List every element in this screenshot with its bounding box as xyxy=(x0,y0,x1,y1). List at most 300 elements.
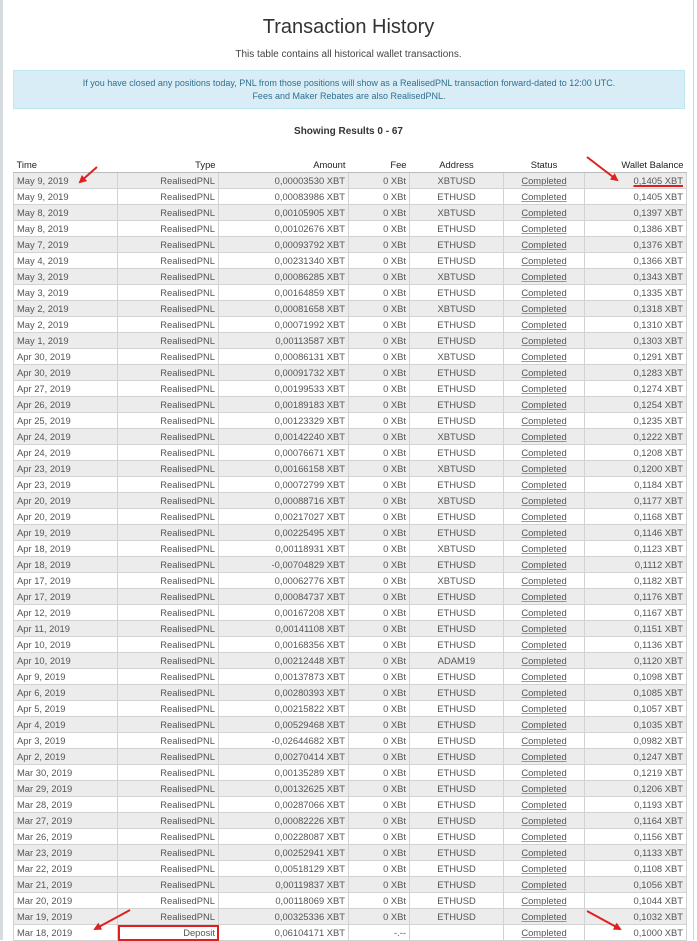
table-row[interactable] xyxy=(14,509,687,525)
table-row[interactable] xyxy=(14,573,687,589)
status-text: Completed xyxy=(521,319,567,330)
highlighted-balance: 0,1405 XBT xyxy=(633,175,683,186)
header-address[interactable]: Address xyxy=(410,157,504,173)
cell-address: ETHUSD xyxy=(410,477,504,493)
cell-fee: 0 XBt xyxy=(349,493,410,509)
table-row[interactable] xyxy=(14,589,687,605)
status-text: Completed xyxy=(521,511,567,522)
table-row[interactable] xyxy=(14,829,687,845)
cell-amount: -0,02644682 XBT xyxy=(219,733,349,749)
table-row[interactable] xyxy=(14,429,687,445)
cell-wallet-balance: 0,1156 XBT xyxy=(585,829,687,845)
cell-time: Apr 18, 2019 xyxy=(14,541,118,557)
table-row[interactable] xyxy=(14,285,687,301)
cell-time: Apr 23, 2019 xyxy=(14,477,118,493)
cell-amount: 0,00137873 XBT xyxy=(219,669,349,685)
cell-fee: 0 XBt xyxy=(349,685,410,701)
cell-address: ETHUSD xyxy=(410,813,504,829)
cell-amount: 0,00287066 XBT xyxy=(219,797,349,813)
cell-status xyxy=(504,781,585,797)
cell-time: May 2, 2019 xyxy=(14,301,118,317)
cell-amount: 0,00225495 XBT xyxy=(219,525,349,541)
status-text: Completed xyxy=(521,479,567,490)
cell-fee: 0 XBt xyxy=(349,173,410,189)
cell-address: XBTUSD xyxy=(410,429,504,445)
cell-fee: 0 XBt xyxy=(349,877,410,893)
cell-status xyxy=(504,189,585,205)
cell-amount: 0,00529468 XBT xyxy=(219,717,349,733)
cell-fee: 0 XBt xyxy=(349,589,410,605)
cell-amount: 0,00212448 XBT xyxy=(219,653,349,669)
cell-address: XBTUSD xyxy=(410,461,504,477)
table-row[interactable] xyxy=(14,253,687,269)
cell-amount: 0,00003530 XBT xyxy=(219,173,349,189)
cell-status xyxy=(504,173,585,189)
cell-status xyxy=(504,637,585,653)
cell-time: Apr 30, 2019 xyxy=(14,365,118,381)
cell-type: RealisedPNL xyxy=(118,317,219,333)
table-row[interactable] xyxy=(14,301,687,317)
status-text: Completed xyxy=(521,895,567,906)
table-row[interactable] xyxy=(14,781,687,797)
cell-time: Apr 17, 2019 xyxy=(14,573,118,589)
table-row[interactable] xyxy=(14,877,687,893)
cell-address: ETHUSD xyxy=(410,685,504,701)
cell-wallet-balance: 0,1310 XBT xyxy=(585,317,687,333)
table-row[interactable] xyxy=(14,893,687,909)
cell-type: RealisedPNL xyxy=(118,685,219,701)
cell-wallet-balance: 0,1112 XBT xyxy=(585,557,687,573)
cell-address: XBTUSD xyxy=(410,269,504,285)
status-text: Completed xyxy=(521,383,567,394)
cell-address: ETHUSD xyxy=(410,861,504,877)
cell-address: ETHUSD xyxy=(410,413,504,429)
cell-time: Mar 26, 2019 xyxy=(14,829,118,845)
cell-type: RealisedPNL xyxy=(118,733,219,749)
cell-time: Apr 5, 2019 xyxy=(14,701,118,717)
status-text: Completed xyxy=(521,271,567,282)
cell-address: ETHUSD xyxy=(410,637,504,653)
cell-fee: 0 XBt xyxy=(349,461,410,477)
cell-fee: 0 XBt xyxy=(349,765,410,781)
table-row[interactable] xyxy=(14,333,687,349)
status-text: Completed xyxy=(521,623,567,634)
table-row[interactable] xyxy=(14,605,687,621)
cell-status xyxy=(504,493,585,509)
cell-status xyxy=(504,717,585,733)
cell-amount: 0,00164859 XBT xyxy=(219,285,349,301)
cell-amount: 0,00102676 XBT xyxy=(219,221,349,237)
cell-time: Apr 4, 2019 xyxy=(14,717,118,733)
table-row[interactable] xyxy=(14,381,687,397)
cell-wallet-balance: 0,1318 XBT xyxy=(585,301,687,317)
cell-wallet-balance: 0,1335 XBT xyxy=(585,285,687,301)
cell-wallet-balance: 0,1044 XBT xyxy=(585,893,687,909)
cell-amount: 0,00093792 XBT xyxy=(219,237,349,253)
cell-fee: 0 XBt xyxy=(349,221,410,237)
cell-wallet-balance: 0,1057 XBT xyxy=(585,701,687,717)
cell-status xyxy=(504,301,585,317)
header-fee[interactable]: Fee xyxy=(349,157,410,173)
cell-address: ETHUSD xyxy=(410,717,504,733)
cell-address: ETHUSD xyxy=(410,877,504,893)
cell-type: RealisedPNL xyxy=(118,493,219,509)
cell-address: ETHUSD xyxy=(410,557,504,573)
cell-amount: 0,00123329 XBT xyxy=(219,413,349,429)
cell-time: Apr 30, 2019 xyxy=(14,349,118,365)
status-text: Completed xyxy=(521,287,567,298)
cell-address: ETHUSD xyxy=(410,525,504,541)
table-row[interactable] xyxy=(14,717,687,733)
cell-status xyxy=(504,333,585,349)
cell-amount: 0,00252941 XBT xyxy=(219,845,349,861)
table-row[interactable] xyxy=(14,461,687,477)
cell-status xyxy=(504,317,585,333)
cell-wallet-balance: 0,1098 XBT xyxy=(585,669,687,685)
cell-type: RealisedPNL xyxy=(118,573,219,589)
status-text: Completed xyxy=(521,303,567,314)
cell-time: May 9, 2019 xyxy=(14,173,118,189)
cell-status xyxy=(504,845,585,861)
status-text: Completed xyxy=(521,927,567,938)
cell-type: RealisedPNL xyxy=(118,221,219,237)
cell-type: RealisedPNL xyxy=(118,461,219,477)
cell-type: RealisedPNL xyxy=(118,813,219,829)
cell-amount: 0,00084737 XBT xyxy=(219,589,349,605)
cell-status xyxy=(504,749,585,765)
cell-amount: 0,00135289 XBT xyxy=(219,765,349,781)
table-row[interactable] xyxy=(14,685,687,701)
cell-status xyxy=(504,797,585,813)
cell-address: ETHUSD xyxy=(410,397,504,413)
cell-type: RealisedPNL xyxy=(118,253,219,269)
status-text: Completed xyxy=(521,639,567,650)
cell-fee: 0 XBt xyxy=(349,573,410,589)
cell-amount: 0,00082226 XBT xyxy=(219,813,349,829)
cell-status xyxy=(504,221,585,237)
cell-type: Deposit xyxy=(118,925,219,941)
cell-time: Apr 6, 2019 xyxy=(14,685,118,701)
cell-wallet-balance: 0,1120 XBT xyxy=(585,653,687,669)
table-row[interactable] xyxy=(14,525,687,541)
status-text: Completed xyxy=(521,703,567,714)
status-text: Completed xyxy=(521,911,567,922)
cell-status xyxy=(504,349,585,365)
cell-time: May 1, 2019 xyxy=(14,333,118,349)
table-row[interactable] xyxy=(14,797,687,813)
cell-status xyxy=(504,429,585,445)
cell-wallet-balance: 0,1343 XBT xyxy=(585,269,687,285)
cell-status xyxy=(504,653,585,669)
cell-type: RealisedPNL xyxy=(118,173,219,189)
cell-amount: 0,00142240 XBT xyxy=(219,429,349,445)
cell-time: Apr 20, 2019 xyxy=(14,509,118,525)
cell-wallet-balance: 0,1035 XBT xyxy=(585,717,687,733)
cell-address: ETHUSD xyxy=(410,733,504,749)
table-row[interactable] xyxy=(14,349,687,365)
cell-type: RealisedPNL xyxy=(118,477,219,493)
cell-type: RealisedPNL xyxy=(118,749,219,765)
cell-wallet-balance: 0,1146 XBT xyxy=(585,525,687,541)
cell-time: Mar 22, 2019 xyxy=(14,861,118,877)
table-row[interactable] xyxy=(14,621,687,637)
notice-line-2: Fees and Maker Rebates are also RealisedPNL. xyxy=(252,91,446,101)
cell-address: ETHUSD xyxy=(410,797,504,813)
cell-time: Apr 26, 2019 xyxy=(14,397,118,413)
cell-wallet-balance: 0,1376 XBT xyxy=(585,237,687,253)
cell-time: Apr 10, 2019 xyxy=(14,653,118,669)
cell-fee: 0 XBt xyxy=(349,557,410,573)
cell-fee: 0 XBt xyxy=(349,797,410,813)
cell-address: ETHUSD xyxy=(410,829,504,845)
header-time[interactable]: Time xyxy=(14,157,118,173)
cell-status xyxy=(504,365,585,381)
cell-type: RealisedPNL xyxy=(118,413,219,429)
cell-address: XBTUSD xyxy=(410,205,504,221)
header-amount[interactable]: Amount xyxy=(219,157,349,173)
table-row[interactable] xyxy=(14,493,687,509)
cell-amount: 0,00325336 XBT xyxy=(219,909,349,925)
table-row[interactable] xyxy=(14,909,687,925)
table-row[interactable] xyxy=(14,397,687,413)
notice-line-1: If you have closed any positions today, PNL from those positions will show as a RealisedPNL transaction forward-dated to 12:00 UTC. xyxy=(82,78,616,88)
cell-address: ETHUSD xyxy=(410,909,504,925)
status-text: Completed xyxy=(521,863,567,874)
status-text: Completed xyxy=(521,495,567,506)
cell-address: ETHUSD xyxy=(410,781,504,797)
cell-time: Apr 3, 2019 xyxy=(14,733,118,749)
cell-type: RealisedPNL xyxy=(118,189,219,205)
cell-type: RealisedPNL xyxy=(118,621,219,637)
cell-fee: 0 XBt xyxy=(349,701,410,717)
cell-fee: 0 XBt xyxy=(349,301,410,317)
cell-fee: 0 XBt xyxy=(349,541,410,557)
cell-wallet-balance: 0,1366 XBT xyxy=(585,253,687,269)
status-text: Completed xyxy=(521,591,567,602)
cell-amount: 0,00072799 XBT xyxy=(219,477,349,493)
cell-wallet-balance: 0,1405 XBT xyxy=(585,189,687,205)
cell-amount: 0,00132625 XBT xyxy=(219,781,349,797)
cell-amount: 0,00215822 XBT xyxy=(219,701,349,717)
table-row[interactable] xyxy=(14,365,687,381)
cell-fee: 0 XBt xyxy=(349,317,410,333)
cell-status xyxy=(504,765,585,781)
cell-address: ETHUSD xyxy=(410,189,504,205)
cell-amount: 0,00231340 XBT xyxy=(219,253,349,269)
cell-wallet-balance: 0,1167 XBT xyxy=(585,605,687,621)
cell-fee: 0 XBt xyxy=(349,749,410,765)
cell-type: RealisedPNL xyxy=(118,509,219,525)
cell-address: XBTUSD xyxy=(410,173,504,189)
cell-amount: 0,00076671 XBT xyxy=(219,445,349,461)
cell-amount: 0,00091732 XBT xyxy=(219,365,349,381)
header-wallet-balance[interactable]: Wallet Balance xyxy=(585,157,687,173)
cell-time: Apr 2, 2019 xyxy=(14,749,118,765)
status-text: Completed xyxy=(521,687,567,698)
cell-status xyxy=(504,861,585,877)
table-row[interactable] xyxy=(14,557,687,573)
cell-status xyxy=(504,541,585,557)
cell-time: Mar 28, 2019 xyxy=(14,797,118,813)
cell-wallet-balance: 0,1219 XBT xyxy=(585,765,687,781)
cell-type: RealisedPNL xyxy=(118,717,219,733)
transaction-table xyxy=(13,157,687,941)
table-row[interactable] xyxy=(14,269,687,285)
header-type[interactable]: Type xyxy=(118,157,219,173)
table-row[interactable] xyxy=(14,541,687,557)
cell-time: Apr 18, 2019 xyxy=(14,557,118,573)
status-text: Completed xyxy=(521,719,567,730)
table-row[interactable] xyxy=(14,637,687,653)
cell-amount: 0,00228087 XBT xyxy=(219,829,349,845)
table-row[interactable] xyxy=(14,669,687,685)
cell-address: XBTUSD xyxy=(410,301,504,317)
cell-status xyxy=(504,621,585,637)
cell-address: ETHUSD xyxy=(410,317,504,333)
cell-amount: 0,00071992 XBT xyxy=(219,317,349,333)
table-row[interactable] xyxy=(14,749,687,765)
cell-status xyxy=(504,589,585,605)
status-text: Completed xyxy=(521,207,567,218)
cell-address: ADAM19 xyxy=(410,653,504,669)
status-text: Completed xyxy=(521,463,567,474)
table-row[interactable] xyxy=(14,653,687,669)
cell-type: RealisedPNL xyxy=(118,445,219,461)
cell-fee: 0 XBt xyxy=(349,253,410,269)
cell-fee: 0 XBt xyxy=(349,349,410,365)
table-row[interactable] xyxy=(14,413,687,429)
cell-wallet-balance: 0,1056 XBT xyxy=(585,877,687,893)
cell-amount: 0,00086285 XBT xyxy=(219,269,349,285)
table-row[interactable] xyxy=(14,173,687,189)
cell-wallet-balance: 0,1222 XBT xyxy=(585,429,687,445)
cell-fee: 0 XBt xyxy=(349,445,410,461)
cell-status xyxy=(504,925,585,941)
status-text: Completed xyxy=(521,367,567,378)
cell-address: ETHUSD xyxy=(410,845,504,861)
cell-type: RealisedPNL xyxy=(118,669,219,685)
table-row[interactable] xyxy=(14,445,687,461)
table-row[interactable] xyxy=(14,765,687,781)
cell-amount: 0,00105905 XBT xyxy=(219,205,349,221)
header-status[interactable]: Status xyxy=(504,157,585,173)
table-row[interactable] xyxy=(14,845,687,861)
table-row[interactable] xyxy=(14,925,687,941)
cell-time: May 3, 2019 xyxy=(14,269,118,285)
table-row[interactable] xyxy=(14,733,687,749)
table-row[interactable] xyxy=(14,237,687,253)
cell-status xyxy=(504,509,585,525)
status-text: Completed xyxy=(521,575,567,586)
cell-fee: 0 XBt xyxy=(349,413,410,429)
cell-address: ETHUSD xyxy=(410,701,504,717)
cell-type: RealisedPNL xyxy=(118,525,219,541)
cell-status xyxy=(504,893,585,909)
cell-address: ETHUSD xyxy=(410,237,504,253)
cell-time: Apr 24, 2019 xyxy=(14,445,118,461)
cell-time: May 3, 2019 xyxy=(14,285,118,301)
cell-wallet-balance: 0,1206 XBT xyxy=(585,781,687,797)
page-left-border xyxy=(0,0,3,940)
cell-time: Mar 23, 2019 xyxy=(14,845,118,861)
cell-wallet-balance: 0,1184 XBT xyxy=(585,477,687,493)
table-row[interactable] xyxy=(14,317,687,333)
table-row[interactable] xyxy=(14,205,687,221)
cell-wallet-balance: 0,1151 XBT xyxy=(585,621,687,637)
status-text: Completed xyxy=(521,607,567,618)
cell-amount: 0,00270414 XBT xyxy=(219,749,349,765)
table-row[interactable] xyxy=(14,813,687,829)
cell-status xyxy=(504,877,585,893)
status-text: Completed xyxy=(521,527,567,538)
cell-amount: 0,00062776 XBT xyxy=(219,573,349,589)
cell-amount: 0,00118069 XBT xyxy=(219,893,349,909)
cell-wallet-balance: 0,1032 XBT xyxy=(585,909,687,925)
cell-wallet-balance: 0,1274 XBT xyxy=(585,381,687,397)
table-row[interactable] xyxy=(14,701,687,717)
cell-fee: 0 XBt xyxy=(349,909,410,925)
cell-amount: 0,00189183 XBT xyxy=(219,397,349,413)
cell-address: ETHUSD xyxy=(410,749,504,765)
cell-wallet-balance: 0,1177 XBT xyxy=(585,493,687,509)
status-text: Completed xyxy=(521,415,567,426)
cell-type: RealisedPNL xyxy=(118,365,219,381)
cell-address: XBTUSD xyxy=(410,541,504,557)
cell-type: RealisedPNL xyxy=(118,237,219,253)
cell-type: RealisedPNL xyxy=(118,893,219,909)
cell-status xyxy=(504,253,585,269)
cell-fee: 0 XBt xyxy=(349,733,410,749)
cell-amount: 0,00113587 XBT xyxy=(219,333,349,349)
cell-fee: 0 XBt xyxy=(349,333,410,349)
cell-time: May 4, 2019 xyxy=(14,253,118,269)
cell-address: ETHUSD xyxy=(410,365,504,381)
cell-type: RealisedPNL xyxy=(118,829,219,845)
cell-status xyxy=(504,461,585,477)
cell-amount: -0,00704829 XBT xyxy=(219,557,349,573)
table-row[interactable] xyxy=(14,861,687,877)
status-text: Completed xyxy=(521,879,567,890)
cell-amount: 0,00088716 XBT xyxy=(219,493,349,509)
table-row[interactable] xyxy=(14,477,687,493)
cell-address: ETHUSD xyxy=(410,621,504,637)
cell-fee: 0 XBt xyxy=(349,781,410,797)
cell-amount: 0,06104171 XBT xyxy=(219,925,349,941)
status-text: Completed xyxy=(521,559,567,570)
cell-wallet-balance: 0,1000 XBT xyxy=(585,925,687,941)
cell-type: RealisedPNL xyxy=(118,285,219,301)
status-text: Completed xyxy=(521,751,567,762)
table-row[interactable] xyxy=(14,189,687,205)
cell-time: Mar 27, 2019 xyxy=(14,813,118,829)
cell-wallet-balance: 0,1085 XBT xyxy=(585,685,687,701)
table-row[interactable] xyxy=(14,221,687,237)
cell-status xyxy=(504,733,585,749)
cell-fee: 0 XBt xyxy=(349,845,410,861)
cell-status xyxy=(504,685,585,701)
cell-status xyxy=(504,605,585,621)
cell-wallet-balance: 0,1168 XBT xyxy=(585,509,687,525)
cell-fee: 0 XBt xyxy=(349,829,410,845)
cell-amount: 0,00167208 XBT xyxy=(219,605,349,621)
cell-address: XBTUSD xyxy=(410,573,504,589)
cell-wallet-balance: 0,1283 XBT xyxy=(585,365,687,381)
cell-time: May 8, 2019 xyxy=(14,205,118,221)
cell-type: RealisedPNL xyxy=(118,845,219,861)
cell-fee: 0 XBt xyxy=(349,381,410,397)
cell-status xyxy=(504,205,585,221)
cell-status xyxy=(504,477,585,493)
